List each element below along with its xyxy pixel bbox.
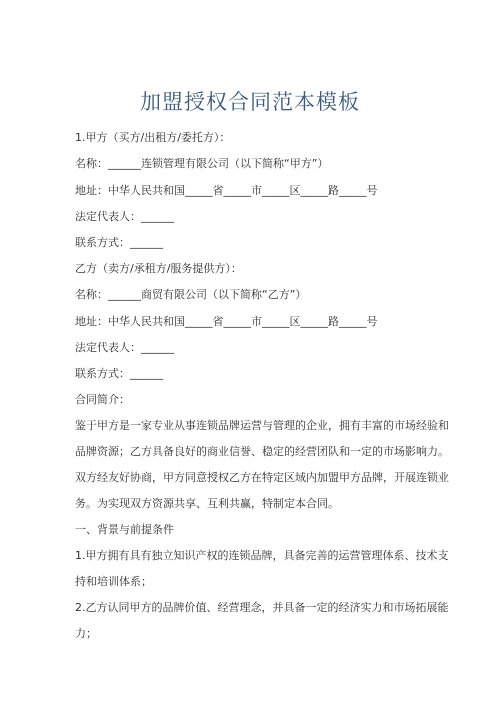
section1-item1-line: 1.甲方拥有具有独立知识产权的连锁品牌，具备完善的运营管理体系、技术支 — [75, 549, 449, 562]
section1-item1-line: 持和培训体系； — [75, 575, 152, 588]
party-a-name: 名称：______连锁管理有限公司（以下简称“甲方”） — [75, 157, 329, 170]
intro-line: 品牌资源；乙方具备良好的商业信誉、稳定的经营团队和一定的市场影响力。 — [75, 445, 449, 458]
party-a-legal-rep: 法定代表人：______ — [75, 210, 174, 223]
intro-line: 务。为实现双方资源共享、互利共赢，特制定本合同。 — [75, 497, 339, 510]
intro-heading: 合同简介： — [75, 393, 130, 406]
section1-heading: 一、背景与前提条件 — [75, 523, 174, 536]
party-a-address: 地址：中华人民共和国_____省_____市_____区_____路_____号 — [75, 184, 378, 197]
intro-line: 双方经友好协商，甲方同意授权乙方在特定区域内加盟甲方品牌，开展连锁业 — [75, 471, 449, 484]
section1-item2-line: 2.乙方认同甲方的品牌价值、经营理念，并具备一定的经济实力和市场拓展能 — [75, 601, 449, 614]
party-b-heading: 乙方（卖方/承租方/服务提供方）： — [75, 262, 242, 275]
party-b-name: 名称：______商贸有限公司（以下简称“乙方”） — [75, 288, 307, 301]
party-a-heading: 1.甲方（买方/出租方/委托方）： — [75, 131, 231, 144]
party-b-legal-rep: 法定代表人：______ — [75, 341, 174, 354]
party-b-contact: 联系方式：______ — [75, 367, 163, 380]
document-title: 加盟授权合同范本模板 — [140, 90, 360, 114]
intro-line: 鉴于甲方是一家专业从事连锁品牌运营与管理的企业，拥有丰富的市场经验和 — [75, 419, 449, 432]
party-a-contact: 联系方式：______ — [75, 236, 163, 249]
party-b-address: 地址：中华人民共和国_____省_____市_____区_____路_____号 — [75, 315, 378, 328]
section1-item2-line: 力； — [75, 627, 97, 640]
